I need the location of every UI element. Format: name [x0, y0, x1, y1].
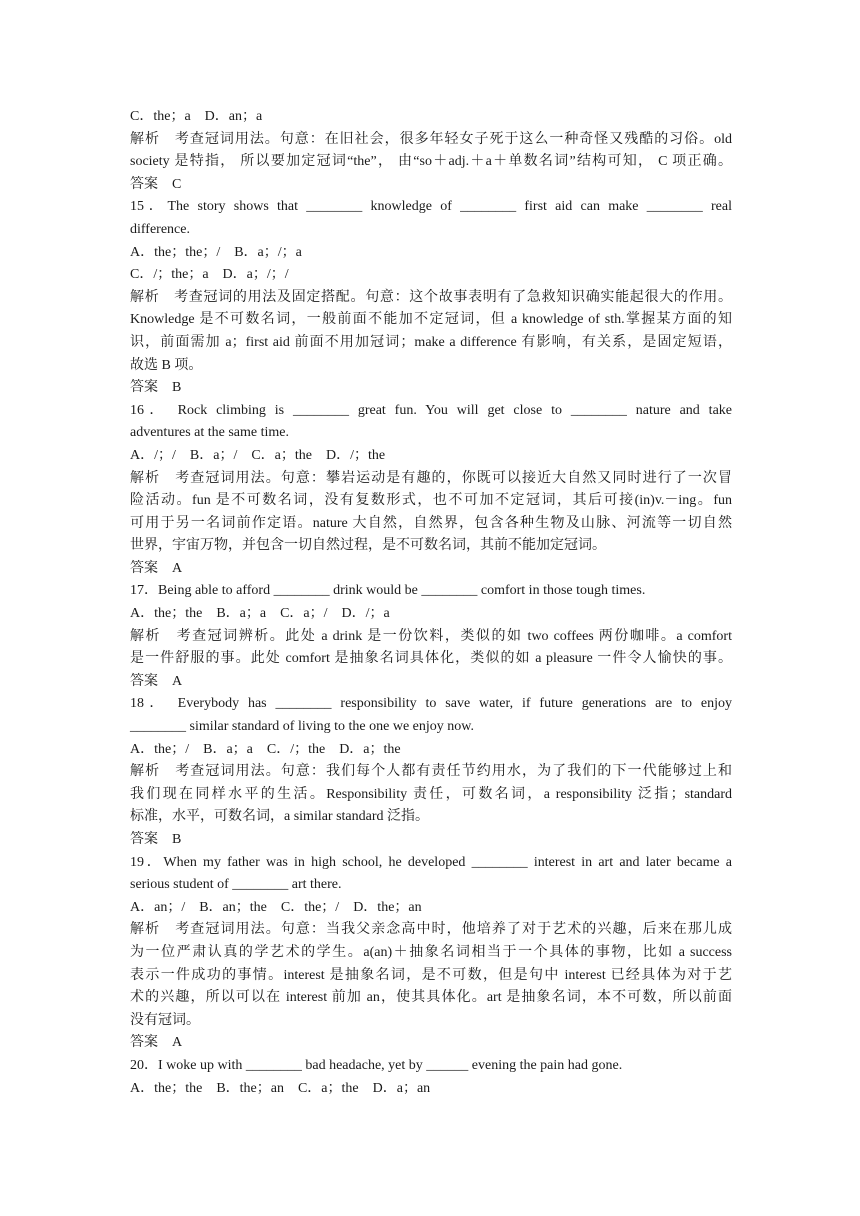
text-line: 为一位严肃认真的学艺术的学生。a(an)＋抽象名词相当于一个具体的事物，比如 a success [130, 944, 732, 960]
text-line: A．the；/ B．a；a C．/；the D．a；the [130, 741, 401, 757]
text-line: Knowledge 是不可数名词，一般前面不能加不定冠词，但 a knowledge of sth.掌握某方面的知 [130, 312, 732, 328]
text-line: ________ similar standard of living to the one we enjoy now. [130, 719, 474, 735]
document-body [130, 106, 732, 1100]
text-line: 术的兴趣，所以可以在 interest 前加 an，使其具体化。art 是抽象名词，本不可数，所以前面 [130, 990, 732, 1006]
text-line: 20．I woke up with ________ bad headache, yet by ______ evening the pain had gone. [130, 1057, 623, 1073]
text-line: 解析 考查冠词用法。句意：我们每个人都有责任节约用水，为了我们的下一代能够过上和 [130, 764, 732, 780]
text-line: 答案 A [130, 560, 183, 576]
text-line: 19．When my father was in high school, he developed ________ interest in art and later became a [130, 854, 732, 870]
text-line: C．/；the；a D．a；/；/ [130, 267, 289, 283]
text-line: 答案 A [130, 673, 183, 689]
text-line: 18． Everybody has ________ responsibility to save water, if future generations are to enjoy [130, 696, 732, 712]
text-line: C．the；a D．an；a [130, 109, 263, 124]
text-line: 解析 考查冠词用法。句意：在旧社会，很多年轻女子死于这么一种奇怪又残酷的习俗。old [130, 131, 732, 147]
text-line: 标准，水平，可数名词，a similar standard 泛指。 [130, 809, 430, 825]
text-line: A．the；the B．a；a C．a；/ D．/；a [130, 606, 390, 622]
text-line: 答案 B [130, 832, 182, 847]
text-line: A．an；/ B．an；the C．the；/ D．the；an [130, 899, 422, 915]
text-line: 17．Being able to afford ________ drink would be ________ comfort in those tough times. [130, 583, 646, 599]
text-line: 险活动。fun 是不可数名词，没有复数形式，也不可加不定冠词，其后可接(in)v.－ing。fun [130, 493, 732, 509]
text-line: 答案 A [130, 1035, 183, 1051]
text-line: 15．The story shows that ________ knowledge of ________ first aid can make ________ real [130, 199, 732, 215]
text-line: 世界，宇宙万物，并包含一切自然过程，是不可数名词，其前不能加定冠词。 [130, 538, 606, 554]
text-line: adventures at the same time. [130, 425, 289, 441]
text-line: difference. [130, 221, 190, 237]
text-line: 是一件舒服的事。此处 comfort 是抽象名词具体化，类似的如 a pleasure 一件令人愉快的事。 [130, 651, 732, 667]
text-line: 解析 考查冠词辨析。此处 a drink 是一份饮料，类似的如 two coffees 两份咖啡。a comfort [130, 628, 732, 644]
text-line: 表示一件成功的事情。interest 是抽象名词，是不可数，但是句中 interest 已经具体为对于艺 [130, 967, 732, 983]
text-line: 识，前面需加 a；first aid 前面不用加冠词；make a difference 有影响，有关系，是固定短语， [130, 334, 732, 350]
text-line: 解析 考查冠词用法。句意：当我父亲念高中时，他培养了对于艺术的兴趣，后来在那儿成 [130, 922, 732, 938]
text-line: 16． Rock climbing is ________ great fun. You will get close to ________ nature and take [130, 402, 732, 418]
text-line: A．the；the B．the；an C．a；the D．a；an [130, 1080, 431, 1096]
text-line: 答案 C [130, 176, 182, 192]
text-line: A．/；/ B．a；/ C．a；the D．/；the [130, 447, 386, 463]
text-line: 可用于另一名词前作定语。nature 大自然，自然界，包含各种生物及山脉、河流等一切自然 [130, 515, 732, 531]
text-line: 答案 B [130, 380, 182, 396]
text-line: 解析 考查冠词的用法及固定搭配。句意：这个故事表明有了急救知识确实能起很大的作用。 [130, 289, 732, 305]
text-line: 没有冠词。 [130, 1012, 200, 1028]
text-line: 我们现在同样水平的生活。Responsibility 责任，可数名词，a responsibility 泛指；standard [130, 786, 732, 802]
text-line: 故选 B 项。 [130, 357, 203, 373]
text-line: society 是特指， 所以要加定冠词“the”， 由“so＋adj.＋a＋单数名词”结构可知， C 项正确。 [130, 154, 732, 170]
text-line: 解析 考查冠词用法。句意：攀岩运动是有趣的，你既可以接近大自然又同时进行了一次冒 [130, 470, 732, 486]
text-line: A．the；the；/ B．a；/；a [130, 244, 302, 260]
text-line: serious student of ________ art there. [130, 877, 342, 893]
